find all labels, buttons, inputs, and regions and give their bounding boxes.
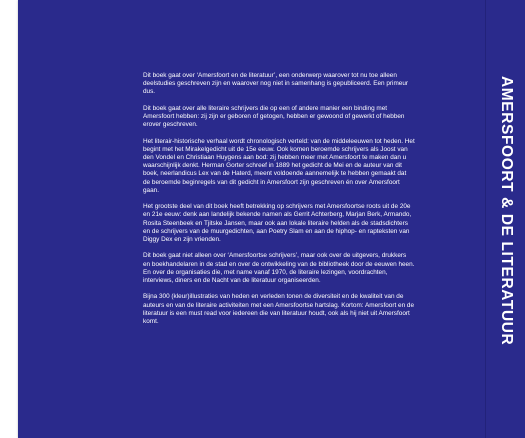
blurb-paragraph: Dit boek gaat niet alleen over ‘Amersfoortse schrijvers’, maar ook over de uitgevers, drukkers en boekhandelaren in de stad en over de ontwikkeling van de bibliotheek door de eeuwen heen. En over de organisaties die, met name vanaf 1970, de literaire lezingen, voordrachten, interviews, diners en de Nacht van de literatuur organiseerden.: [143, 252, 415, 285]
blurb-paragraph: Dit boek gaat over ‘Amersfoort en de literatuur’, een onderwerp waarover tot nu toe alleen deelstudies geschreven zijn en waarover nog niet in samenhang is gepubliceerd. Een primeur dus.: [143, 72, 409, 96]
blurb-paragraph: Het literair-historische verhaal wordt chronologisch verteld: van de middeleeuwen tot heden. Het begint met het Mirakelgedicht uit de 15e eeuw. Ook komen beroemde schrijvers als Joost van den Vondel en Christiaan Huygens aan bod: zij hebben meer met Amersfoort te maken dan u waarschijnlijk denkt. Herman Gorter schreef in 1889 het gedicht de Mei en de auteur van dit boek, neerlandicus Lex van de Haterd, meent voldoende aannemelijk te hebben gemaakt dat de beroemde beginregels van dit gedicht in Amersfoort zijn geschreven én over Amersfoort gaan.: [143, 137, 415, 194]
blurb-paragraph: Bijna 300 (kleur)illustraties van heden en verleden tonen de diversiteit en de kwaliteit van de auteurs en van de literaire activiteiten met een Amersfoortse hartslag. Kortom: Amersfoort en de literatuur is een must read voor iedereen die van literatuur houdt, ook als hij niet uit Amersfoort komt.: [143, 293, 415, 326]
blurb-paragraph: Het grootste deel van dit boek heeft betrekking op schrijvers met Amersfoortse roots uit de 20e en 21e eeuw: denk aan landelijk bekende namen als Gerrit Achterberg, Marjan Berk, Armando, Rosita Steenbeek en Tjitske Jansen, maar ook aan lokale literaire helden als de stadsdichters en de schrijvers van de muurgedichten, aan Poetry Slam en aan de hiphop- en rapteksten van Diggy Dex en zijn vrienden.: [143, 203, 412, 244]
blurb-paragraph: Dit boek gaat over alle literaire schrijvers die op een of andere manier een binding met Amersfoort hebben: zij zijn er geboren of getogen, hebben er gewoond of gewerkt of hebben erover geschreven.: [143, 104, 405, 129]
spine-title: AMERSFOORT & DE LITERATUUR: [498, 76, 515, 346]
back-cover-blurb: [143, 72, 415, 334]
